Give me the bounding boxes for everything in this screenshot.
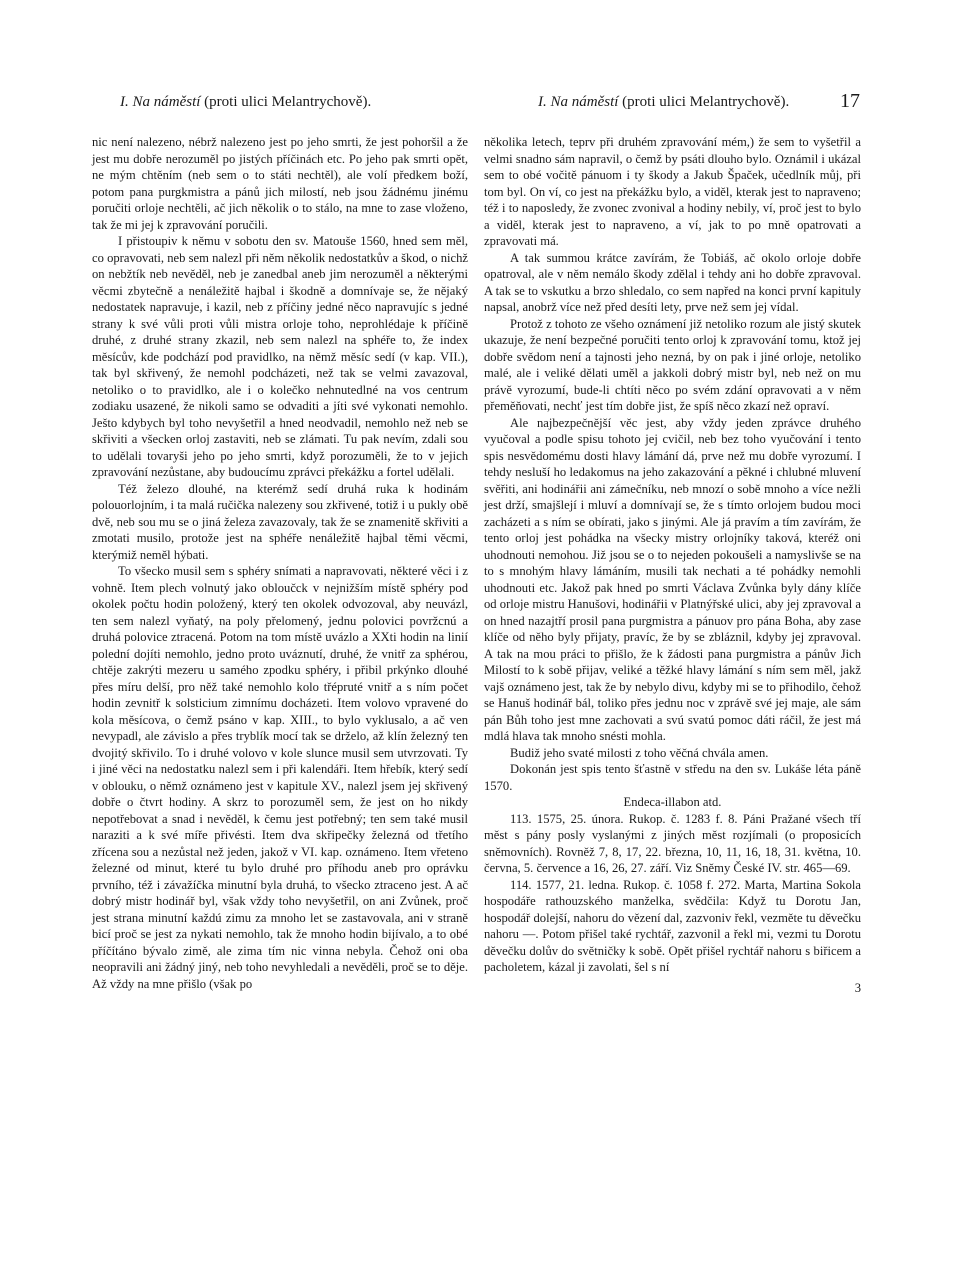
- closing-line: Budiž jeho svaté milosti z toho věčná chvála amen.: [510, 745, 769, 760]
- right-column: [484, 134, 861, 996]
- header-right: [538, 94, 789, 111]
- record-entry-113: 113. 1575, 25. února. Rukop. č. 1283 f. 8. Páni Pražané všech tří měst s pány posly vyslanými z jiných měst rozjímali (o proposicích sněmovních). Rovněž 7, 8, 17, 22. března, 10, 11, 16, 18, 31. května, 10. června, 5. července a 16, 26, 27. září. Viz Sněmy České IV. str. 465—69.: [484, 811, 861, 875]
- paragraph: nic není nalezeno, nébrž nalezeno jest po jeho smrti, že jest pohoršil a že jest mu dobře nerozuměl po jistých příčinách etc. Po jeho pak smrti opět, ne mým chtěním (neb sem o to státi nechtěl), ale volí předkem boží, potom pana purgkmistra a pánů jich milostí, neb jsou žádnému jinému poručiti orloje nechtěli, ač jich několik o to stálo, na mne to zase vloženo, tak že mi jej k zpravování poručili.: [92, 135, 468, 232]
- header-right-roman: I.: [538, 94, 547, 110]
- header-left-title: Na náměstí: [132, 94, 201, 110]
- header-left: [120, 94, 371, 111]
- header-right-rest: (proti ulici Melantrychově).: [622, 94, 790, 110]
- page-number: 17: [840, 90, 860, 112]
- paragraph: To všecko musil sem s sphéry snímati a napravovati, některé věci i z vohně. Item plech volnutý jako obloučck v nejnižším místě sphéry pod okolek počtu hodin položený, který ten okolek odvozoval, aby neuvázl, ten sem nalezl vyňatý, na poly přelomený, jednu polovici povržcnú a druhá polovice ztracená. Potom na tom místě uvázlo a XXti hodin na linií polední dojíti nemohlo, jedno proto uváznutí, druhé, že vnitř za sphérou, chtěje zakrýti mezeru u samého zpodku sphéry, i přibil prkýnko dlouhé přes míru delší, pro něž také nemohlo kolo třépruté vnitř a s ním počet hodin zevnitř k solsticium zimnímu docházeti. Item volovo vpravené do kola měsícova, o čemž psáno v kap. XIII., to bylo vyklusalo, a ač ven nevypadl, ale závislo a přes tryblík mocí tak se drželo, až klín železný ten dvojitý skřivilo. To i druhé volovo v kole slunce musil sem utvrzovati. Ty i jiné věci na nedostatku nalezl sem i při kalendáři. Item hřebík, který sedí v oblouku, o němž oznámeno jest v kapitule XV., nalezl jsem jej skřivený dobře o čtvrt hodiny. A skrz to porozuměl sem, že jest on ho nikdy nepotřebovat a snad i nevěděl, k čemu jest potřebný; ten sem také musil naraziti a k své míře přivésti. Item dva skřipečky železná od třetího zřícena sou a nezůstal než jeden, jakož v VI. kap. oznámeno. Item vřeteno železné od minut, které tu bylo druhé pro příhodu aneb pro oprávku prvního, též i závažíčka minutní byla druhá, to všecko ztraceno jest. A ač dobrý mistr hodinář byl, však vždy toho nevyšetřil, on ani Zvůnek, proč jest strana minutní každú zimu za mnoho let se zastavovala, ani v straně bicí proč se jest za nykati nemohlo, tak že mnoho hodin bijívalo, a to obé příčítáno bývalo zimě, ale zima tím nic vinna nebyla. Čehož oni oba neopravili ani žádný jiný, neb toho nevyhledali a nevěděli, proč se to děje. Až vždy na mne přišlo (však po: [92, 564, 468, 991]
- left-column: [92, 134, 468, 992]
- header-right-title: Na náměstí: [550, 94, 619, 110]
- colophon-end: Endeca-illabon atd.: [623, 795, 722, 809]
- colophon: Dokonán jest spis tento šťastně v středu na den sv. Lukáše léta páně 1570.: [484, 762, 861, 793]
- header-left-roman: I.: [120, 94, 129, 110]
- signature-mark: 3: [854, 980, 861, 995]
- paragraph: Též železo dlouhé, na kterémž sedí druhá ruka k hodinám polouorlojním, i ta malá ručička nalezeny sou zkřivené, totiž i u pukly obě dvě, neb sou mu se o jiná železa zavazovaly, tak že se znamenitě skřiviti a zmotati musilo, protože jest na sphéře nenáležitě hajbal těmi věcmi, kterýmiž neměl hýbati.: [92, 481, 468, 562]
- paragraph: A tak summou krátce zavírám, že Tobiáš, ač okolo orloje dobře opatroval, ale v něm nemálo škody zdělal i tehdy ani ho dobře zpravoval. A tak se to vskutku a brzo shledalo, co sem napřed na konci první kapituly napsal, anobrž více než před desíti lety, prve než sem jej vídal.: [484, 250, 861, 314]
- header-left-rest: (proti ulici Melantrychově).: [204, 94, 372, 110]
- record-entry-114: 114. 1577, 21. ledna. Rukop. č. 1058 f. 272. Marta, Martina Sokola hospodáře rathouzského manželka, svědčila: Když tu Dorotu Jan, hospodář dolejší, nahoru do vězení dal, zazvoniv řekl, vezměte tu děvečku nahoru —. Potom přišel také rychtář, zazvonil a řekl mi, vezmi tu Dorotu děvečku dolův do světničky k sobě. Opět přišel rychtář nahoru s biřicem a pacholetem, kázal ji zavolati, šel s ní: [484, 877, 861, 974]
- paragraph: Protož z tohoto ze všeho oznámení již netoliko rozum ale jistý skutek ukazuje, že není bezpečné poručiti tento orloj k zpravování tomu, ktož jej dobře svědom není a tajnosti jeho nezná, by on pak i jiné orloje, netoliko malé, ale i veliké dělati uměl a jakkoli dobrý mistr byl, neb než on mu právě vyrozumí, bude-li chtíti něco po svém zdání opravovati a v něm přeměňovati, nechť jest tím dobře jist, že spíš něco zkazí než opraví.: [484, 316, 861, 413]
- running-header: [0, 90, 960, 118]
- paragraph: I přistoupiv k němu v sobotu den sv. Matouše 1560, hned sem měl, co opravovati, neb sem nalezl při něm několik nedostatkův a škod, o nichž on nebžtík neb nevěděl, neb je zanedbal aneb jim nerozuměl a některými věcmi zbytečně a nenáležitě hajbal i škodně a domnívaje se, že nějaký nedostatek napravuje, i kazil, neb z příčiny jedné něco napravujíc s jedné strany k své vůli proti vůli mistra orloje toho, neprohlédaje k příčině druhé, z druhé strany zkazil, neb sem nalezl na sphéře to, že index měsícův, kde podchází pod pravidlko, na němž měsíc sedí (v kap. VII.), tak byl skřivený, že nemohl podcházeti, než tak se velmi zavazoval, netoliko o to pravidlko, ale i o kolečko nehnutedlné na vos centrum zodiaku usazené, že nikoli samo se odvaditi a jíti své vykonati nemohlo. Ješto kdybych byl toho nevyšetřil a hned neodvadil, nemohlo než neb se skřiviti a všecken orloj zastaviti, neb se zlámati. Tu pak nevím, zdali sou to udělali tovaryši jeho po jeho smrti, když porozuměli, že to v jejich zpravování nezůstane, aby budoucímu zprávci překážku a fortel udělali.: [92, 234, 468, 479]
- paragraph: několika letech, teprv při druhém zpravování mém,) že sem to vyšetřil a velmi snadno sám napravil, o čemž by psáti dlouho bylo. Oznámil i ukázal sem to obé vočitě pánuom i ty škody a Jakub Špaček, učedlník můj, při tom byl. On ví, co jest na překážku bylo, a viděl, kterak jest to napraveno; též i to naposledy, že zvonec zvonival a hodiny nebily, ví, proč jest to bylo a viděl, kterak jest to napraveno, a ví, jak to po mně opatrovati a zpravovati má.: [484, 135, 861, 248]
- paragraph: Ale najbezpečnější věc jest, aby vždy jeden zprávce druhého vyučoval a podle spisu tohoto jej cvičil, neb bez toho vyučování i tento spis nesvědomému dosti hlavy lámání dá, prve než mu dobře vyrozumí. I tehdy nesluší ho ledakomus na jeho zakazování a pěkné i chlubné mluvení svěřiti, ani hodinářii ani zámečníku, neb mnozí o sobě mnoho a více nežli jest drží, smajšlejí i mluví a domnívají se, že s tímto orlojem budou moci zacházeti a s ním se obírati, jako s jinými. Ale já pravím a tím zavírám, že tento orloj jest pohádka na všecky mistry orlojníky taková, kteréž oni uhodnouti nemohou. Již jsou se o to nejeden pokoušeli a namyslivše se na to s mnohým hlavy lámáním, musili tak nechati a té pohádky nemohli uhodnouti etc. Jakož pak hned po smrti Václava Zvůnka byly dány klíče od orloje mistru Hanušovi, hodinářii v Platnýřské ulici, aby jej zpravoval a on hned nazajtří prosil pana purgmistra a pánuov pro pána Boha, aby zase klíče od něho byly přijaty, pravíc, že by se zbláznil, kdyby jej zpravoval. A tak na mou práci to přišlo, že k žádosti pana purgmistra a pánův Jich Milostí to k sobě přijav, veliké a těžké hlavy lámání s ním sem měl, jakž vajš oznámeno jest, tak že by nebylo divu, kdyby mi se to přihodilo, čehož se Hanuš hodinář bál, toliko přes jednu noc v zprávě své jej maje, ale sám pán Bůh toho jest mne zachovati a svú svatú pomoc dáti ráčil, že jest má mdlá hlava tak mnoho snésti mohla.: [484, 415, 861, 743]
